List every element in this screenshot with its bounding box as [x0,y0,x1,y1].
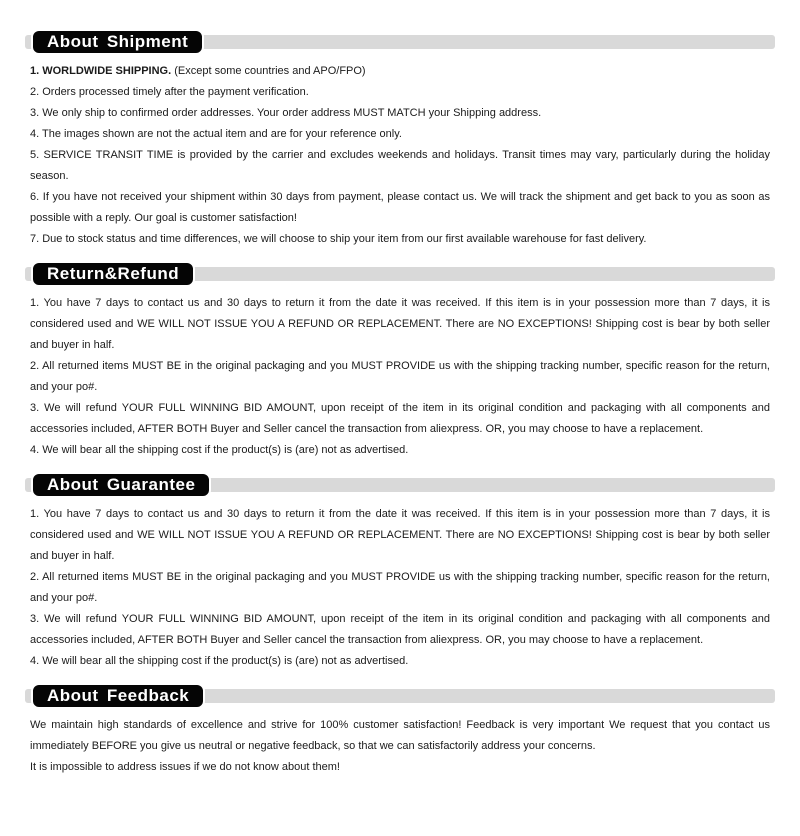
policy-item-text: We maintain high standards of excellence and strive for 100% customer satisfaction! Feedback is very important We request that you contact us immediately BEFORE you give us neutral or negative feedback, so that we can satisfactorily address your concerns. [30,719,770,752]
policy-item-text: 3. We only ship to confirmed order addresses. Your order address MUST MATCH your Shipping address. [30,107,542,119]
section-title-badge: Return&Refund [31,261,195,287]
policy-item [30,440,770,461]
policy-item-text: 4. We will bear all the shipping cost if the product(s) is (are) not as advertised. [30,444,409,456]
policy-item-text: 3. We will refund YOUR FULL WINNING BID AMOUNT, upon receipt of the item in its original condition and packaging with all components and accessories included, AFTER BOTH Buyer and Seller cancel the transaction from aliexpress. OR, you may choose to have a replacement. [30,613,770,646]
policy-item-text: 1. You have 7 days to contact us and 30 days to return it from the date it was received. If this item is in your possession more than 7 days, it is considered used and WE WILL NOT ISSUE YOU A REFUND OR REPLACEMENT. There are NO EXCEPTIONS! Shipping cost is bear by both seller and buyer in half. [30,297,770,351]
policy-item [30,567,770,609]
section-about-guarantee [0,472,800,672]
policy-item-text: 5. SERVICE TRANSIT TIME is provided by the carrier and excludes weekends and holidays. Transit times may vary, particularly during the holiday season. [30,149,770,182]
policy-item [30,356,770,398]
policy-item [30,103,770,124]
policy-item [30,757,770,778]
policy-item-text: (Except some countries and APO/FPO) [171,65,366,77]
policy-item-lead: 1. WORLDWIDE SHIPPING. [30,65,172,77]
policy-item-text: 6. If you have not received your shipment within 30 days from payment, please contact us. We will track the shipment and get back to you as soon as possible with a reply. Our goal is customer satisfaction! [30,191,770,224]
section-body [30,61,770,250]
section-title-badge: About Guarantee [31,472,211,498]
policy-item [30,504,770,567]
section-body [30,504,770,672]
policy-item [30,609,770,651]
section-body [30,293,770,461]
section-header [25,472,775,498]
policy-item [30,61,770,82]
policy-item [30,82,770,103]
section-header [25,683,775,709]
policy-item [30,229,770,250]
section-return-refund [0,261,800,461]
policy-item-text: 4. We will bear all the shipping cost if the product(s) is (are) not as advertised. [30,655,409,667]
section-title-badge: About Feedback [31,683,205,709]
policy-item-text: 7. Due to stock status and time differences, we will choose to ship your item from our first available warehouse for fast delivery. [30,233,647,245]
policy-item [30,651,770,672]
policy-item-text: 3. We will refund YOUR FULL WINNING BID AMOUNT, upon receipt of the item in its original condition and packaging with all components and accessories included, AFTER BOTH Buyer and Seller cancel the transaction from aliexpress. OR, you may choose to have a replacement. [30,402,770,435]
policy-item-text: 2. All returned items MUST BE in the original packaging and you MUST PROVIDE us with the shipping tracking number, specific reason for the return, and your po#. [30,360,770,393]
policy-item [30,187,770,229]
policy-item-text: 1. You have 7 days to contact us and 30 days to return it from the date it was received. If this item is in your possession more than 7 days, it is considered used and WE WILL NOT ISSUE YOU A REFUND OR REPLACEMENT. There are NO EXCEPTIONS! Shipping cost is bear by both seller and buyer in half. [30,508,770,562]
policy-item [30,715,770,757]
policy-item [30,293,770,356]
section-about-feedback [0,683,800,778]
section-body [30,715,770,778]
section-about-shipment [0,29,800,250]
policy-item [30,145,770,187]
section-header [25,29,775,55]
policy-item-text: It is impossible to address issues if we do not know about them! [30,761,340,773]
policy-page [0,29,800,778]
section-title-badge: About Shipment [31,29,204,55]
policy-item-text: 4. The images shown are not the actual item and are for your reference only. [30,128,402,140]
policy-item-text: 2. Orders processed timely after the payment verification. [30,86,309,98]
policy-item [30,124,770,145]
policy-item [30,398,770,440]
section-header [25,261,775,287]
policy-item-text: 2. All returned items MUST BE in the original packaging and you MUST PROVIDE us with the shipping tracking number, specific reason for the return, and your po#. [30,571,770,604]
